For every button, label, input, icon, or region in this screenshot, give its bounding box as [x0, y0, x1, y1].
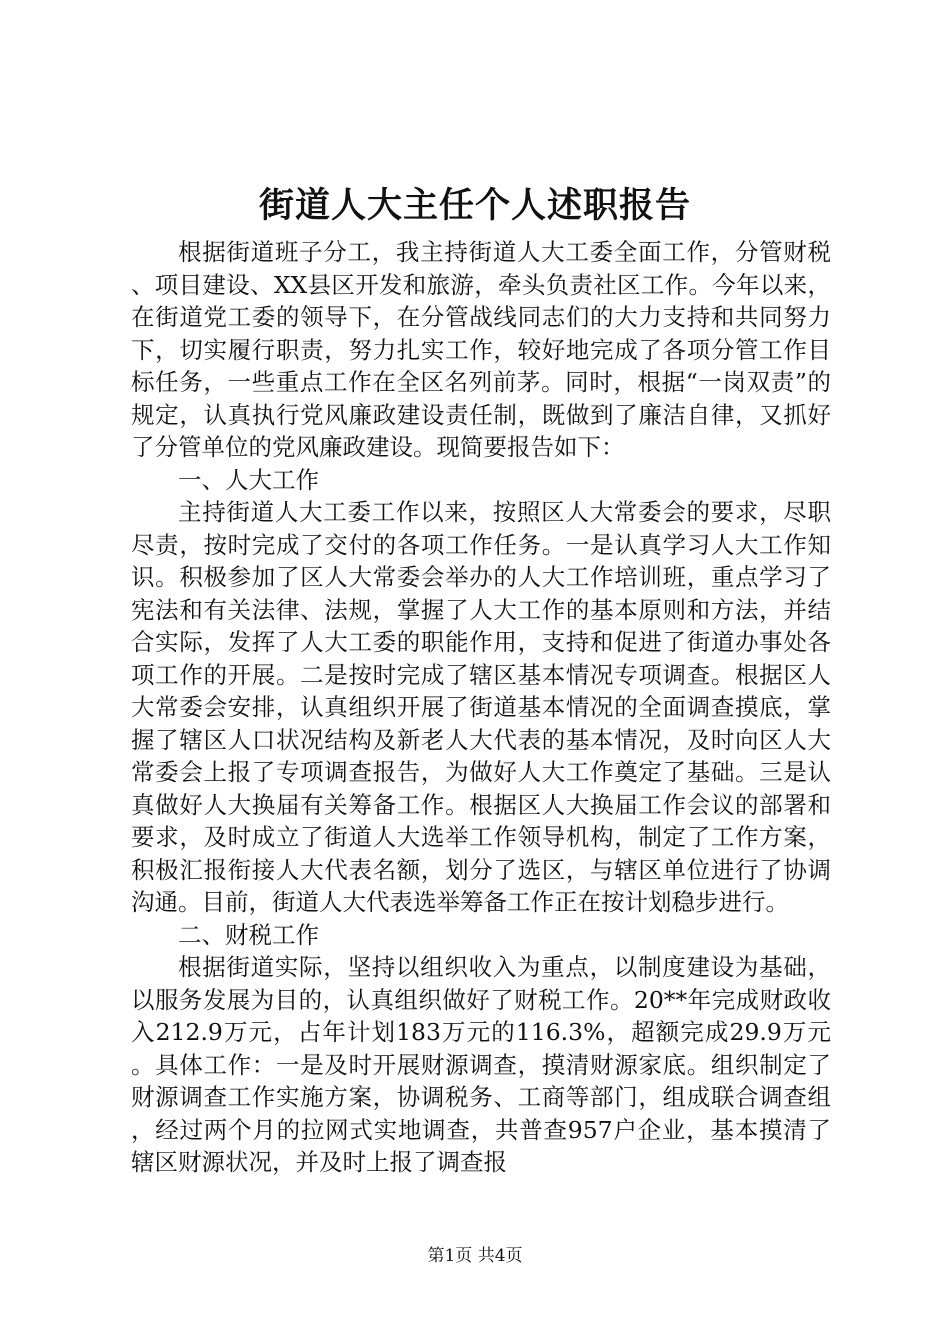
paragraph-caishui: 根据街道实际，坚持以组织收入为重点，以制度建设为基础，以服务发展为目的，认真组织做好了财税工作。20**年完成财政收入212.9万元，占年计划183万元的116.3%，超额完成29.9万元。具体工作：一是及时开展财源调查，摸清财源家底。组织制定了财源调查工作实施方案，协调税务、工商等部门，组成联合调查组，经过两个月的拉网式实地调查，共普查957户企业，基本摸清了辖区财源状况，并及时上报了调查报 [131, 953, 831, 1176]
page-footer: 第1页 共4页 [427, 1246, 523, 1266]
page-title: 街道人大主任个人述职报告 [258, 185, 691, 226]
paragraph-renda: 主持街道人大工委工作以来，按照区人大常委会的要求，尽职尽责，按时完成了交付的各项工作任务。一是认真学习人大工作知识。积极参加了区人大常委会举办的人大工作培训班，重点学习了宪法和有关法律、法规，掌握了人大工作的基本原则和方法，并结合实际，发挥了人大工委的职能作用，支持和促进了街道办事处各项工作的开展。二是按时完成了辖区基本情况专项调查。根据区人大常委会安排，认真组织开展了街道基本情况的全面调查摸底，掌握了辖区人口状况结构及新老人大代表的基本情况，及时向区人大常委会上报了专项调查报告，为做好人大工作奠定了基础。三是认真做好人大换届有关筹备工作。根据区人大换届工作会议的部署和要求，及时成立了街道人大选举工作领导机构，制定了工作方案，积极汇报衔接人大代表名额，划分了选区，与辖区单位进行了协调沟通。目前，街道人大代表选举筹备工作正在按计划稳步进行。 [131, 498, 831, 916]
paragraph-intro: 根据街道班子分工，我主持街道人大工委全面工作，分管财税、项目建设、XX县区开发和旅游，牵头负责社区工作。今年以来，在街道党工委的领导下，在分管战线同志们的大力支持和共同努力下，切实履行职责，努力扎实工作，较好地完成了各项分管工作目标任务，一些重点工作在全区名列前茅。同时，根据“一岗双责”的规定，认真执行党风廉政建设责任制，既做到了廉洁自律，又抓好了分管单位的党风廉政建设。现简要报告如下： [131, 238, 831, 461]
section-heading-caishui: 二、财税工作 [178, 920, 319, 949]
document-body [131, 236, 831, 1179]
section-heading-renda: 一、人大工作 [178, 465, 319, 494]
